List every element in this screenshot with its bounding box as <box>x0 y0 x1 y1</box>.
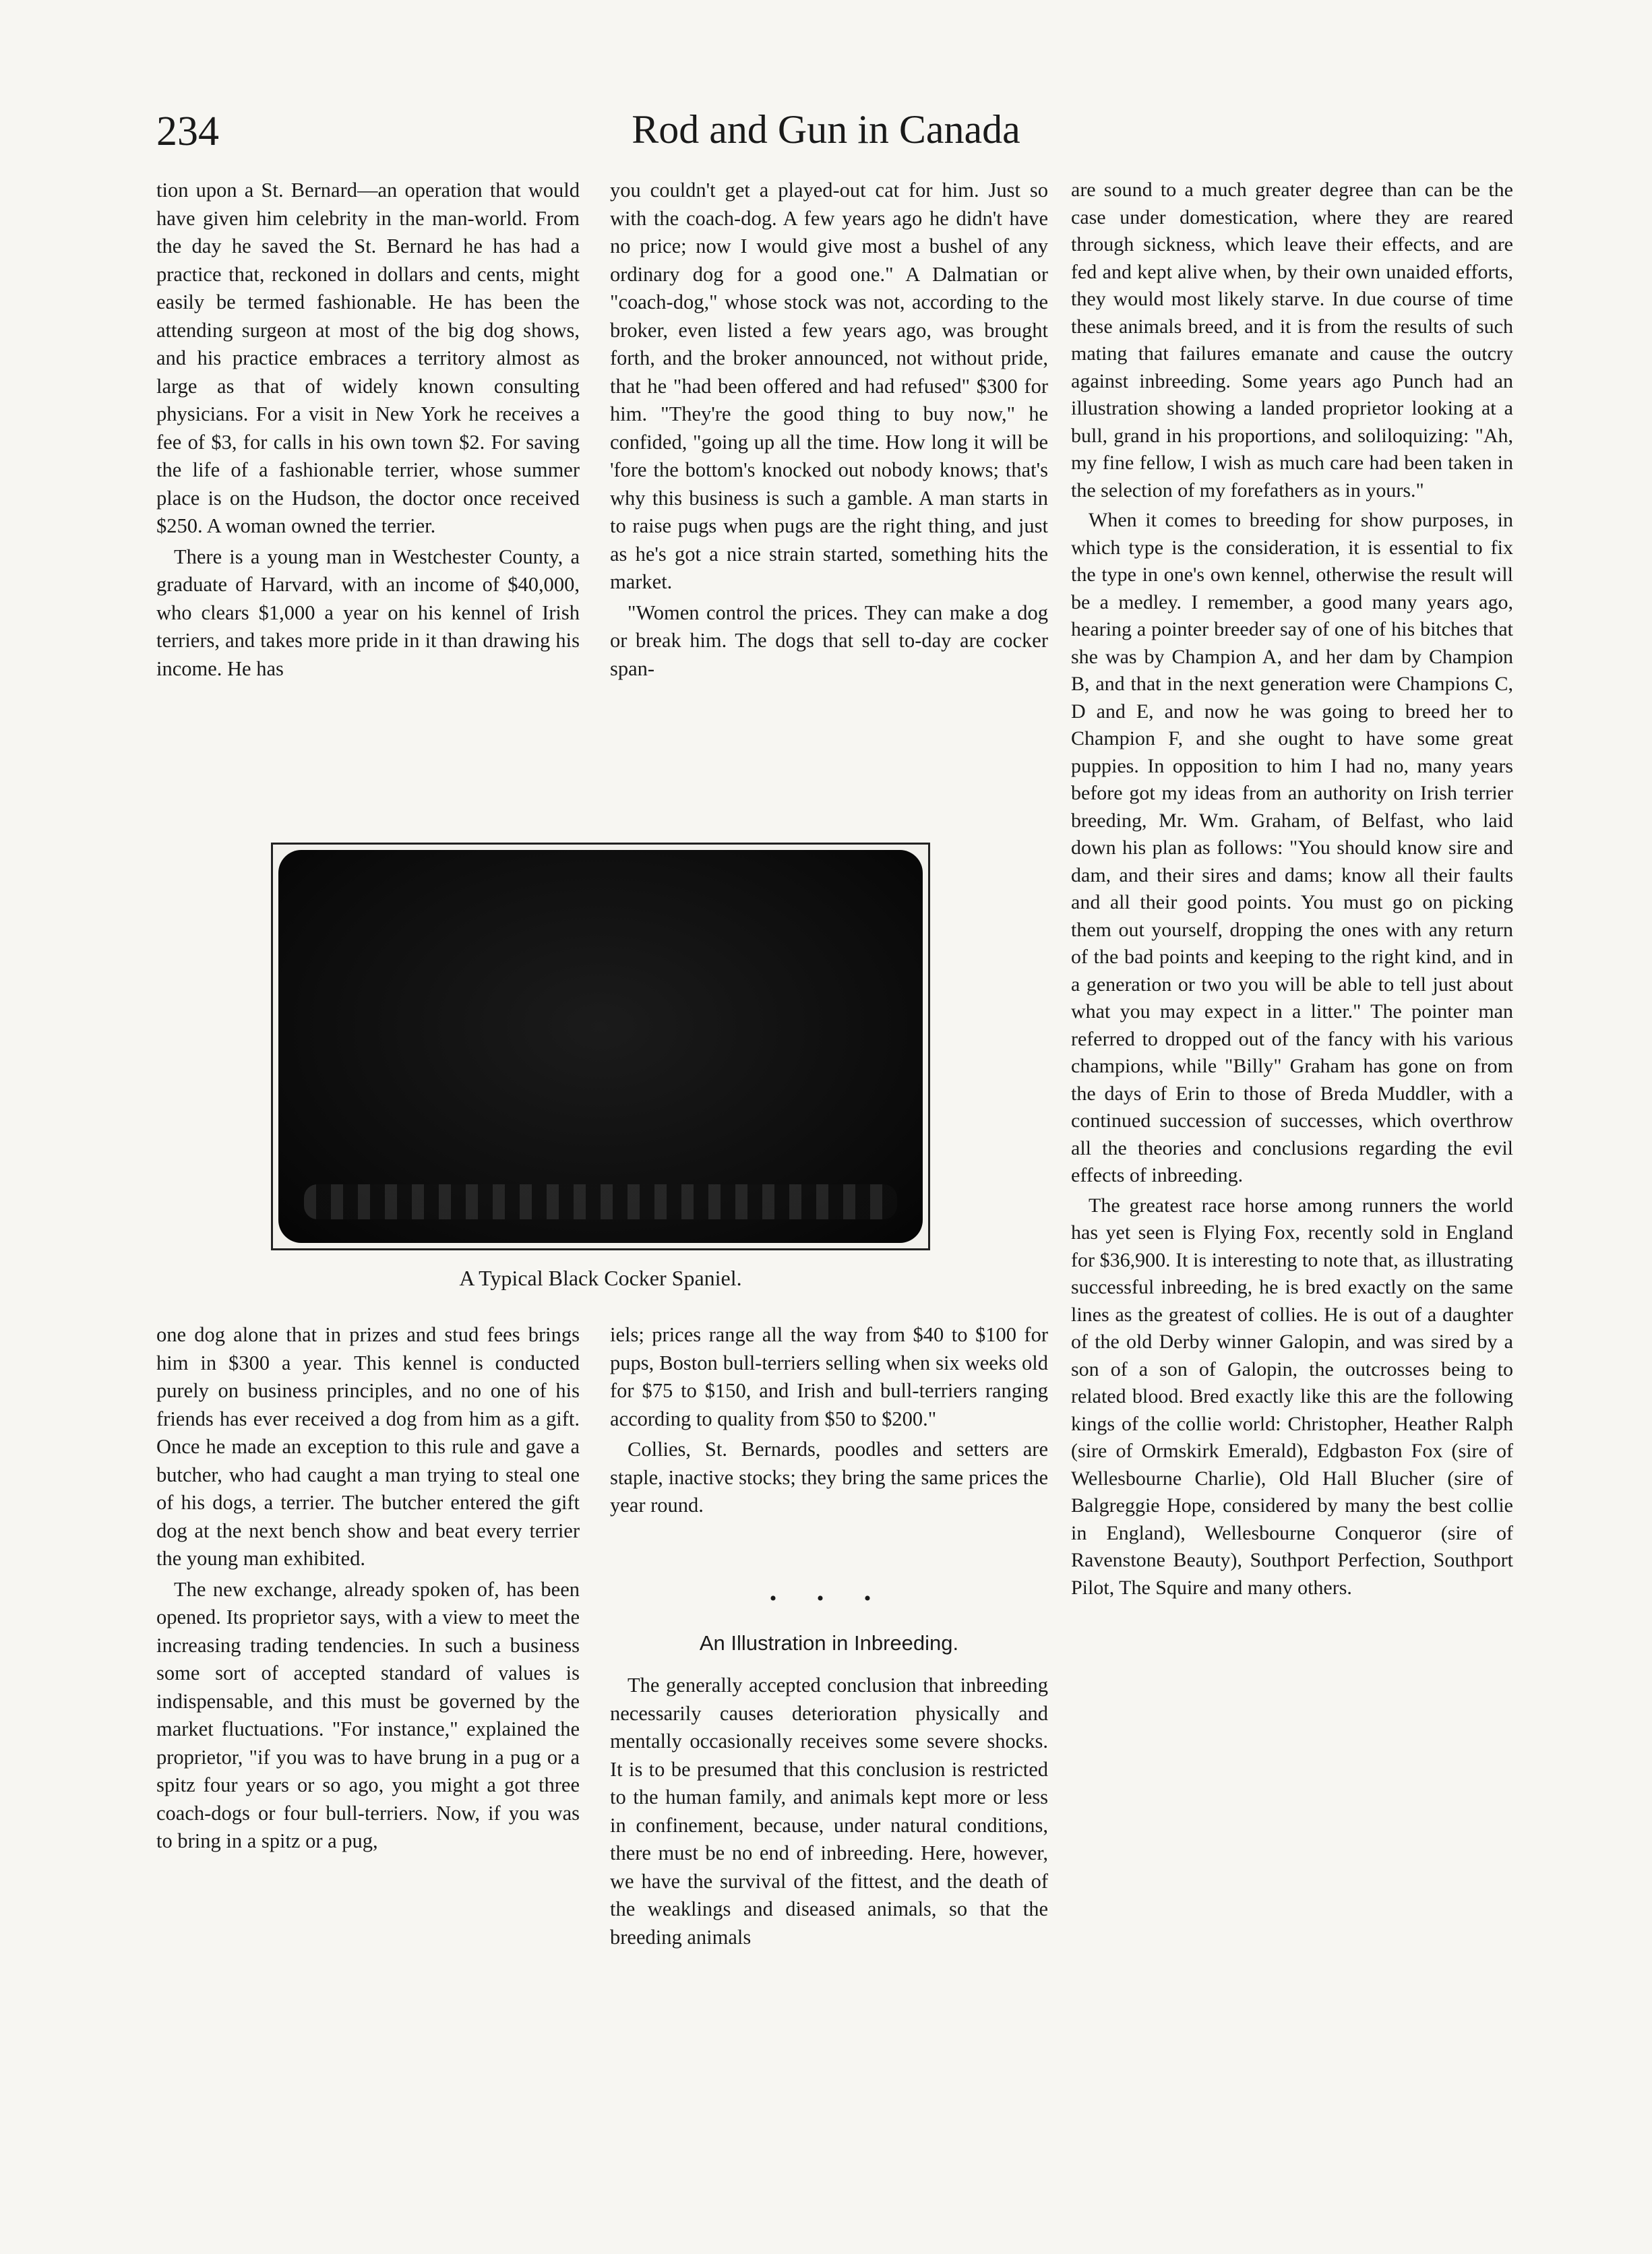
page-number: 234 <box>156 109 219 154</box>
section-separator: • • • <box>769 1587 889 1610</box>
running-title: Rod and Gun in Canada <box>632 107 1020 152</box>
paragraph: The greatest race horse among runners the world has yet seen is Flying Fox, recently sold in England for $36,900. It is interesting to note that, as illustrating successful inbreeding, he is bred exactly on the same lines as the greatest of collies. He is out of a daughter of the old Derby winner Galopin, and was sired by a son of a son of Galopin, the outcrosses being to related blood. Bred exactly like this are the following kings of the collie world: Christopher, Heather Ralph (sire of Ormskirk Emerald), Edgbaston Fox (sire of Wellesbourne Charlie), Old Hall Blucher (sire of Balgreggie Hope, considered by many the best collie in England), Wellesbourne Conqueror (sire of Ravenstone Beauty), Southport Perfection, Southport Pilot, The Squire and many others. <box>1071 1194 1513 1599</box>
figure-photo-frame <box>271 843 930 1250</box>
paragraph: are sound to a much greater degree than can be the case under domestication, where they are reared through sickness, which leave their effects, and are fed and kept alive when, by their own unaided efforts, they would most likely starve. In due course of time these animals breed, and it is from the results of such mating that failures emanate and cause the outcry against inbreeding. Some years ago Punch had an illustration showing a landed proprietor looking at a bull, grand in his proportions, and soliloquizing: "Ah, my fine fellow, I wish as much care had been taken in the selection of my forefathers as in yours." <box>1071 179 1513 501</box>
paragraph: one dog alone that in prizes and stud fees brings him in $300 a year. This kennel is conducted purely on business principles, and no one of his friends has ever received a dog from him as a gift. Once he made an exception to this rule and gave a butcher, who had caught a man trying to steal one of his dogs, a terrier. The butcher entered the gift dog at the next bench show and beat every terrier the young man exhibited. <box>156 1323 580 1570</box>
cocker-spaniel-photo <box>278 850 923 1243</box>
figure-caption: A Typical Black Cocker Spaniel. <box>459 1266 742 1290</box>
paragraph: tion upon a St. Bernard—an operation that would have given him celebrity in the man-world. From the day he saved the St. Bernard he has had a practice that, reckoned in dollars and cents, might easily be termed fashionable. He has been the attending surgeon at most of the big dog shows, and his practice embraces a territory almost as large as that of widely known consulting physicians. For a visit in New York he receives a fee of $3, for calls in his own town $2. For saving the life of a fashionable terrier, whose summer place is on the Hudson, the doctor once received $250. A woman owned the terrier. <box>156 179 580 537</box>
paragraph: There is a young man in Westchester County, a graduate of Harvard, with an income of $40,000, who clears $1,000 a year on his kennel of Irish terriers, and takes more pride in it than drawing his income. He has <box>156 545 580 680</box>
column-1-top <box>156 177 580 683</box>
paragraph: you couldn't get a played-out cat for him. Just so with the coach-dog. A few years ago he didn't have no price; now I would give most a bushel of any ordinary dog for a good one." A Dalmatian or "coach-dog," whose stock was not, according to the broker, even listed a few years ago, was brought forth, and the broker announced, not without pride, that he "had been offered and had refused" $300 for him. "They're the good thing to buy now," he confided, "going up all the time. How long it will be 'fore the bottom's knocked out nobody knows; that's why this business is such a gamble. A man starts in to raise pugs when pugs are the right thing, and just as he's got a nice strain started, something hits the market. <box>610 179 1048 593</box>
paragraph: "Women control the prices. They can make a dog or break him. The dogs that sell to-day are cocker span- <box>610 601 1048 680</box>
paragraph: The new exchange, already spoken of, has been opened. Its proprietor says, with a view to meet the increasing trading tendencies. In such a business some sort of accepted standard of values is indispensable, and this must be governed by the market fluctuations. "For instance," explained the proprietor, "if you was to have brung in a pug or a spitz four years or so ago, you might a got three coach-dogs or four bull-terriers. Now, if you was to bring in a spitz or a pug, <box>156 1577 580 1852</box>
column-3 <box>1071 177 1513 1602</box>
paragraph: When it comes to breeding for show purposes, in which type is the consideration, it is essential to fix the type in one's own kennel, otherwise the result will be a medley. I remember, a good many years ago, hearing a pointer breeder say of one of his bitches that she was by Champion A, and her dam by Champion B, and that in the next generation were Champions C, D and E, and now he was going to breed her to Champion F, and she ought to have some great puppies. In opposition to him I had no, many years before got my ideas from an authority on Irish terrier breeding, Mr. Wm. Graham, of Belfast, who laid down his plan as follows: "You should know sire and dam, and their sires and dams; know all their faults and all their good points. You must go on picking them out yourself, dropping the ones with any return of the bad points and keeping to the right kind, and in a generation or two you will be able to tell just about what you may expect in a litter." The pointer man referred to dropped out of the fancy with his various champions, while "Billy" Graham has gone on from the days of Erin to those of Breda Muddler, with a continued succession of successes, which overthrow all the theories and conclusions regarding the evil effects of inbreeding. <box>1071 509 1513 1186</box>
column-2-top <box>610 177 1048 683</box>
column-1-bottom <box>156 1321 580 1856</box>
column-2-bottom <box>610 1321 1048 1520</box>
section-heading: An Illustration in Inbreeding. <box>699 1631 959 1655</box>
column-2-section <box>610 1672 1048 1951</box>
paragraph: Collies, St. Bernards, poodles and setters are staple, inactive stocks; they bring the same prices the year round. <box>610 1438 1048 1517</box>
paragraph: The generally accepted conclusion that inbreeding necessarily causes deterioration physically and mentally occasionally receives some severe shocks. It is to be presumed that this conclusion is restricted to the human family, and animals kept more or less in confinement, because, under natural conditions, there must be no end of inbreeding. Here, however, we have the survival of the fittest, and the death of the weaklings and diseased animals, so that the breeding animals <box>610 1674 1048 1949</box>
paragraph: iels; prices range all the way from $40 to $100 for pups, Boston bull-terriers selling when six weeks old for $75 to $150, and Irish and bull-terriers ranging according to quality from $50 to $200." <box>610 1323 1048 1430</box>
